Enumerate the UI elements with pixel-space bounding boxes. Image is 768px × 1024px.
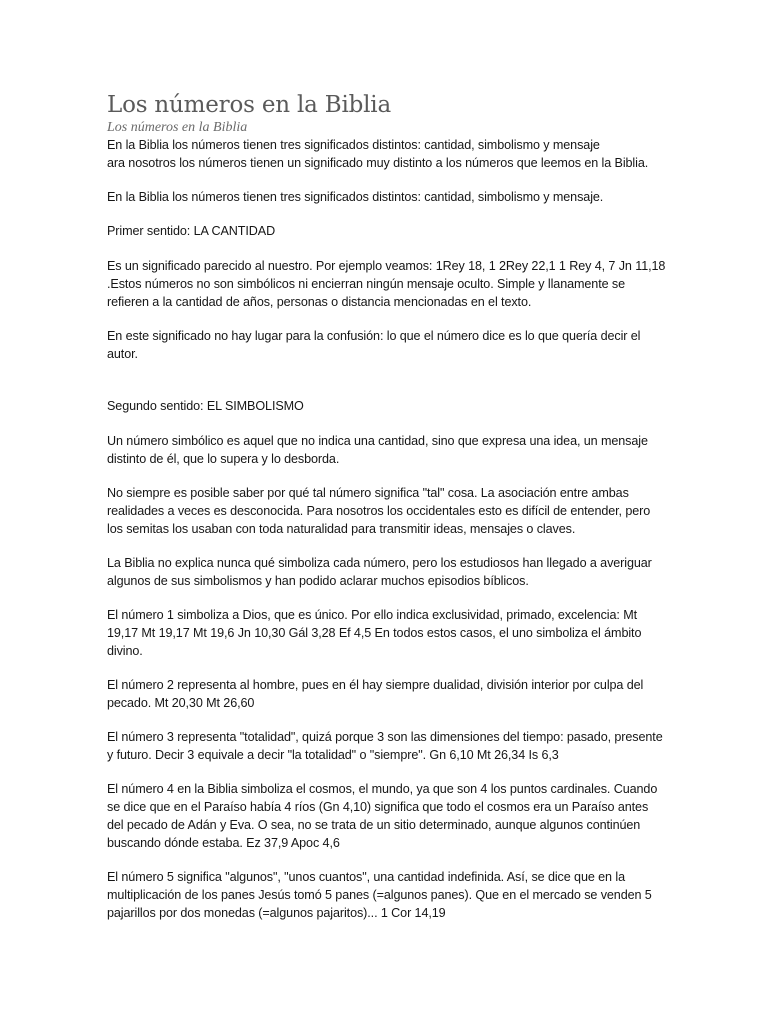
paragraph-estudiosos: La Biblia no explica nunca qué simboliza cada número, pero los estudiosos han llegado a averiguar algunos de sus simbolismos y han podido aclarar muchos episodios bíblicos. <box>107 556 652 588</box>
paragraph-confusion: En este significado no hay lugar para la confusión: lo que el número dice es lo que quería decir el autor. <box>107 329 641 361</box>
paragraph-intro-continued: ara nosotros los números tienen un significado muy distinto a los números que leemos en la Biblia. <box>107 156 649 170</box>
document-title: Los números en la Biblia <box>107 92 391 118</box>
paragraph-three-meanings: En la Biblia los números tienen tres significados distintos: cantidad, simbolismo y mensaje. <box>107 190 604 204</box>
paragraph-numero-4: El número 4 en la Biblia simboliza el cosmos, el mundo, ya que son 4 los puntos cardinales. Cuando se dice que en el Paraíso había 4 ríos (Gn 4,10) significa que todo el cosmos era un Paraíso antes del pecado de Adán y Eva. O sea, no se trata de un sitio determinado, aunque algunos continúen buscando dónde estaba. Ez 37,9 Apoc 4,6 <box>107 782 658 850</box>
paragraph-numero-1: El número 1 simboliza a Dios, que es único. Por ello indica exclusividad, primado, excelencia: Mt 19,17 Mt 19,17 Mt 19,6 Jn 10,30 Gál 3,28 Ef 4,5 En todos estos casos, el uno simboliza el ámbito divino. <box>107 608 642 658</box>
document-subtitle: Los números en la Biblia <box>107 120 248 135</box>
section-heading-cantidad: Primer sentido: LA CANTIDAD <box>107 224 276 238</box>
document-content <box>107 92 667 922</box>
paragraph-numero-5: El número 5 significa "algunos", "unos cuantos", una cantidad indefinida. Así, se dice que en la multiplicación de los panes Jesús tomó 5 panes (=algunos panes). Que en el mercado se venden 5 pajarillos por dos monedas (=algunos pajaritos)... 1 Cor 14,19 <box>107 870 652 920</box>
paragraph-numero-3: El número 3 representa "totalidad", quizá porque 3 son las dimensiones del tiempo: pasado, presente y futuro. Decir 3 equivale a decir "la totalidad" o "siempre". Gn 6,10 Mt 26,34 Is 6,3 <box>107 730 663 762</box>
paragraph-cantidad: Es un significado parecido al nuestro. Por ejemplo veamos: 1Rey 18, 1 2Rey 22,1 1 Rey 4, 7 Jn 11,18 .Estos números no son simbólicos ni encierran ningún mensaje oculto. Simple y llanamente se refieren a la cantidad de años, personas o distancia mencionadas en el texto. <box>107 259 666 309</box>
paragraph-numero-2: El número 2 representa al hombre, pues en él hay siempre dualidad, división interior por culpa del pecado. Mt 20,30 Mt 26,60 <box>107 678 644 710</box>
paragraph-simbolico: Un número simbólico es aquel que no indica una cantidad, sino que expresa una idea, un mensaje distinto de él, que lo supera y lo desborda. <box>107 434 648 466</box>
section-heading-simbolismo: Segundo sentido: EL SIMBOLISMO <box>107 399 304 413</box>
paragraph-asociacion: No siempre es posible saber por qué tal número significa "tal" cosa. La asociación entre ambas realidades a veces es desconocida. Para nosotros los occidentales esto es difícil de entender, pero los semitas los usaban con toda naturalidad para transmitir ideas, mensajes o claves. <box>107 486 651 536</box>
paragraph-intro: En la Biblia los números tienen tres significados distintos: cantidad, simbolismo y mensaje <box>107 138 600 152</box>
